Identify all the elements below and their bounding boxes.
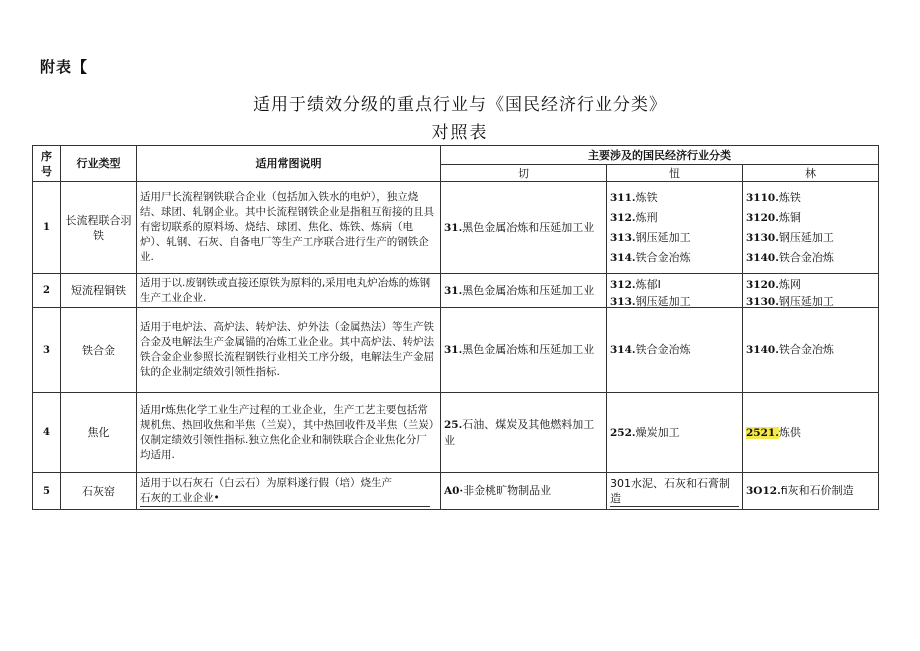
table-row: [33, 182, 879, 274]
class-name: 黑色金属冶炼和压延加工业: [462, 343, 595, 356]
class-level-2: [607, 182, 743, 274]
header-no: 序号: [33, 146, 61, 182]
header-scope: 适用常图说明: [137, 146, 441, 182]
class-level-2: [607, 274, 743, 308]
header-classification: 主要涉及的国民经济行业分类: [441, 146, 879, 165]
class-code: 3140.: [746, 251, 779, 264]
table-row: [33, 308, 879, 393]
class-code: 3140.: [746, 344, 779, 356]
class-code: 25.: [444, 419, 463, 431]
class-name: 铁合金冶炼: [635, 343, 691, 356]
class-name: 炼郁I: [635, 277, 661, 291]
class-name: 石油、煤炭及其他燃料加工业: [444, 418, 595, 447]
page-title: 适用于绩效分级的重点行业与《国民经济行业分类》: [253, 95, 667, 115]
class-name: 炼供: [778, 425, 801, 439]
class-level-3: [743, 393, 879, 473]
industry-type: 焦化: [61, 393, 137, 473]
class-code: 3130.: [746, 231, 779, 244]
sub-header-2: 忸: [607, 165, 743, 182]
class-code: 312.: [610, 211, 636, 224]
class-code: A0·: [444, 485, 464, 497]
sub-header-1: 切: [441, 165, 607, 182]
class-name: 非金桃旷物制品业: [463, 484, 552, 497]
row-number: 1: [33, 182, 61, 274]
scope-description: 适用r炼焦化学工业生产过程的工业企业，生产工艺主要包括常规机焦、热回收焦和半焦（兰炭），其中热回收件及半焦（兰炭）仅制定绩效引领性指标.独立焦化企业和制铁联合企业焦化分厂均适用.: [137, 393, 441, 473]
class-level-2: [607, 473, 743, 510]
class-code: 31.: [444, 221, 463, 234]
row-number: 4: [33, 393, 61, 473]
industry-table: [32, 145, 879, 510]
class-code: 2521.: [746, 426, 779, 439]
industry-type: 长流程联合羽铁: [61, 182, 137, 274]
class-level-2: [607, 393, 743, 473]
class-level-3: [743, 274, 879, 308]
class-name: 钢压延加工: [635, 294, 691, 308]
industry-type: 短流程铜铁: [61, 274, 137, 308]
class-code: 314.: [610, 251, 636, 264]
table-row: [33, 393, 879, 473]
class-name: 炼铁: [635, 190, 658, 204]
table-row: [33, 274, 879, 308]
table-row: [33, 473, 879, 510]
class-name: 黑色金属冶炼和压延加工业: [462, 220, 595, 234]
class-name: 铁合金冶炼: [778, 343, 834, 356]
row-number: 3: [33, 308, 61, 393]
class-level-3: [743, 182, 879, 274]
scope-description: [137, 473, 441, 510]
class-name: 铁合金冶炼: [635, 250, 691, 264]
class-code: 3110.: [746, 191, 779, 204]
class-code: 3130.: [746, 295, 779, 308]
class-name: 炼网: [778, 277, 801, 291]
class-code: 312.: [610, 278, 636, 291]
scope-line-2: 石灰的工业企业•: [140, 491, 430, 507]
class-code: 31.: [444, 284, 463, 297]
class-name: fi灰和石价制造: [780, 484, 854, 497]
class-code: 31.: [444, 344, 463, 356]
class-level-3: [743, 473, 879, 510]
industry-type: 石灰窑: [61, 473, 137, 510]
class-level-1: [441, 473, 607, 510]
scope-description: 适用于电炉法、高炉法、转炉法、炉外法（金属热法）等生产铁合金及电解法生产金属锚的冶炼工业企业。其中高炉法、转炉法铁合金企业参照长流程钢铁行业相关工序分级，电解法生产金屈钛的企业制定绩效引领性指标.: [137, 308, 441, 393]
class-level-1: [441, 393, 607, 473]
class-name: 燥炭加工: [635, 425, 680, 439]
class-name: 钢压延加工: [778, 230, 834, 244]
class-line-1: 301水泥、石灰和石膏制: [610, 476, 730, 490]
class-level-3: [743, 308, 879, 393]
class-level-1: [441, 274, 607, 308]
class-name: 铁合金冶炼: [778, 250, 834, 264]
row-number: 2: [33, 274, 61, 308]
class-code: 252.: [610, 426, 636, 439]
header-industry: 行业类型: [61, 146, 137, 182]
sub-header-3: 林: [743, 165, 879, 182]
scope-description: 适用尸长流程钢铁联合企业（包括加入铁水的电炉），独立烧结、球团、轧钢企业。其中长流程钢铁企业是指租互衔接的且具有密切联系的原料场、烧结、球团、焦化、炼铁、炼病（电炉）、轧钢、石灰、自备电厂等生产工序联合进行生产的钢铁企业.: [137, 182, 441, 274]
class-level-1: [441, 182, 607, 274]
scope-line-1: 适用于以石灰石（白云石）为原料遂行假（培）烧生产: [140, 476, 392, 489]
class-code: 3120.: [746, 278, 779, 291]
class-level-2: [607, 308, 743, 393]
page-subtitle: 对照表: [431, 123, 489, 143]
class-name: 炼铁: [778, 190, 801, 204]
class-name: 钢压延加工: [635, 230, 691, 244]
row-number: 5: [33, 473, 61, 510]
class-name: 炼刑: [635, 210, 658, 224]
class-code: 3O12.: [746, 485, 781, 497]
class-name: 黑色金属冶炼和压延加工业: [462, 283, 595, 297]
class-code: 314.: [610, 344, 636, 356]
class-name: 炼铜: [778, 210, 801, 224]
industry-type: 铁合金: [61, 308, 137, 393]
class-level-1: [441, 308, 607, 393]
scope-description: 适用于以.废钢铁或直接还原铁为原料的,采用电丸炉冶炼的炼钢生产工业企业.: [137, 274, 441, 308]
class-code: 311.: [610, 191, 636, 204]
header-row: [33, 146, 879, 165]
class-code: 313.: [610, 295, 636, 308]
class-code: 313.: [610, 231, 636, 244]
class-name: 钢压延加工: [778, 294, 834, 308]
annex-label: 附表【: [40, 58, 89, 76]
class-line-2: 造: [610, 491, 739, 507]
class-code: 3120.: [746, 211, 779, 224]
